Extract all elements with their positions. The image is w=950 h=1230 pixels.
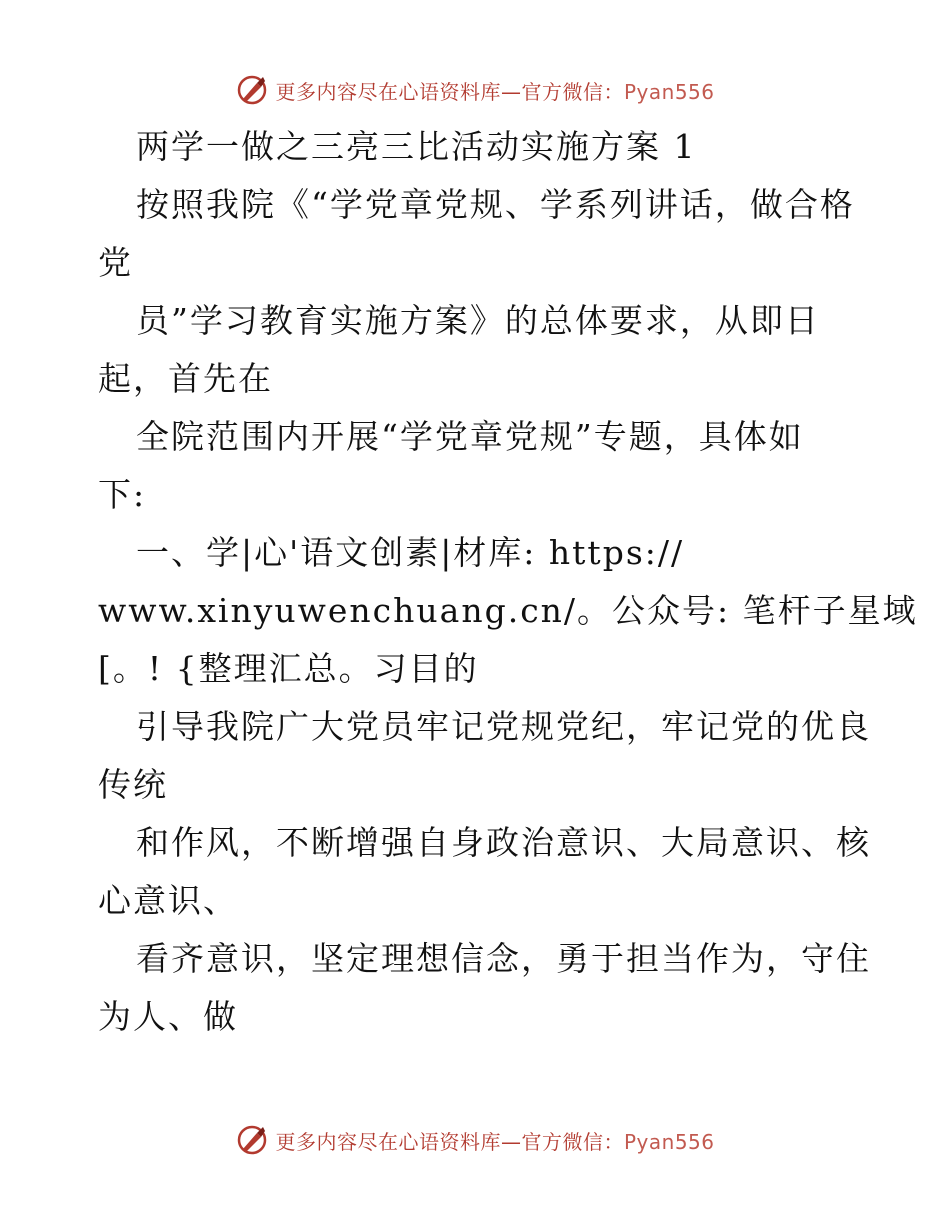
paragraph-line: 起，首先在: [98, 359, 273, 398]
paragraph-line: 引导我院广大党员牢记党规党纪，牢记党的优良: [136, 707, 871, 746]
document-title: 两学一做之三亮三比活动实施方案 1: [136, 127, 697, 166]
paragraph-line: 心意识、: [98, 881, 238, 920]
footer-banner-text: 更多内容尽在心语资料库—官方微信：Pyan556: [275, 1129, 715, 1154]
header-banner-text: 更多内容尽在心语资料库—官方微信：Pyan556: [275, 79, 715, 104]
pen-nib-logo-icon: [235, 1123, 269, 1157]
paragraph-line: 看齐意识，坚定理想信念，勇于担当作为，守住: [136, 939, 871, 978]
pen-nib-logo-icon: [235, 73, 269, 107]
paragraph-line: 按照我院《“学党章党规、学系列讲话，做合格: [136, 185, 855, 224]
section-heading-line: 一、学|心'语文创素|材库: https://: [136, 533, 685, 572]
paragraph-line: 党: [98, 243, 133, 282]
footer-banner: [0, 1120, 950, 1160]
paragraph-line: 全院范围内开展“学党章党规”专题，具体如: [136, 417, 804, 456]
header-banner: [0, 70, 950, 110]
paragraph-line: www.xinyuwenchuang.cn/。公众号: 笔杆子星域: [98, 591, 918, 630]
paragraph-line: 和作风，不断增强自身政治意识、大局意识、核: [136, 823, 871, 862]
paragraph-line: [。! {整理汇总。习目的: [98, 649, 479, 688]
paragraph-line: 下:: [98, 475, 147, 514]
paragraph-line: 传统: [98, 765, 168, 804]
document-body: [98, 118, 918, 1046]
paragraph-line: 为人、做: [98, 997, 238, 1036]
paragraph-line: 员”学习教育实施方案》的总体要求，从即日: [136, 301, 820, 340]
